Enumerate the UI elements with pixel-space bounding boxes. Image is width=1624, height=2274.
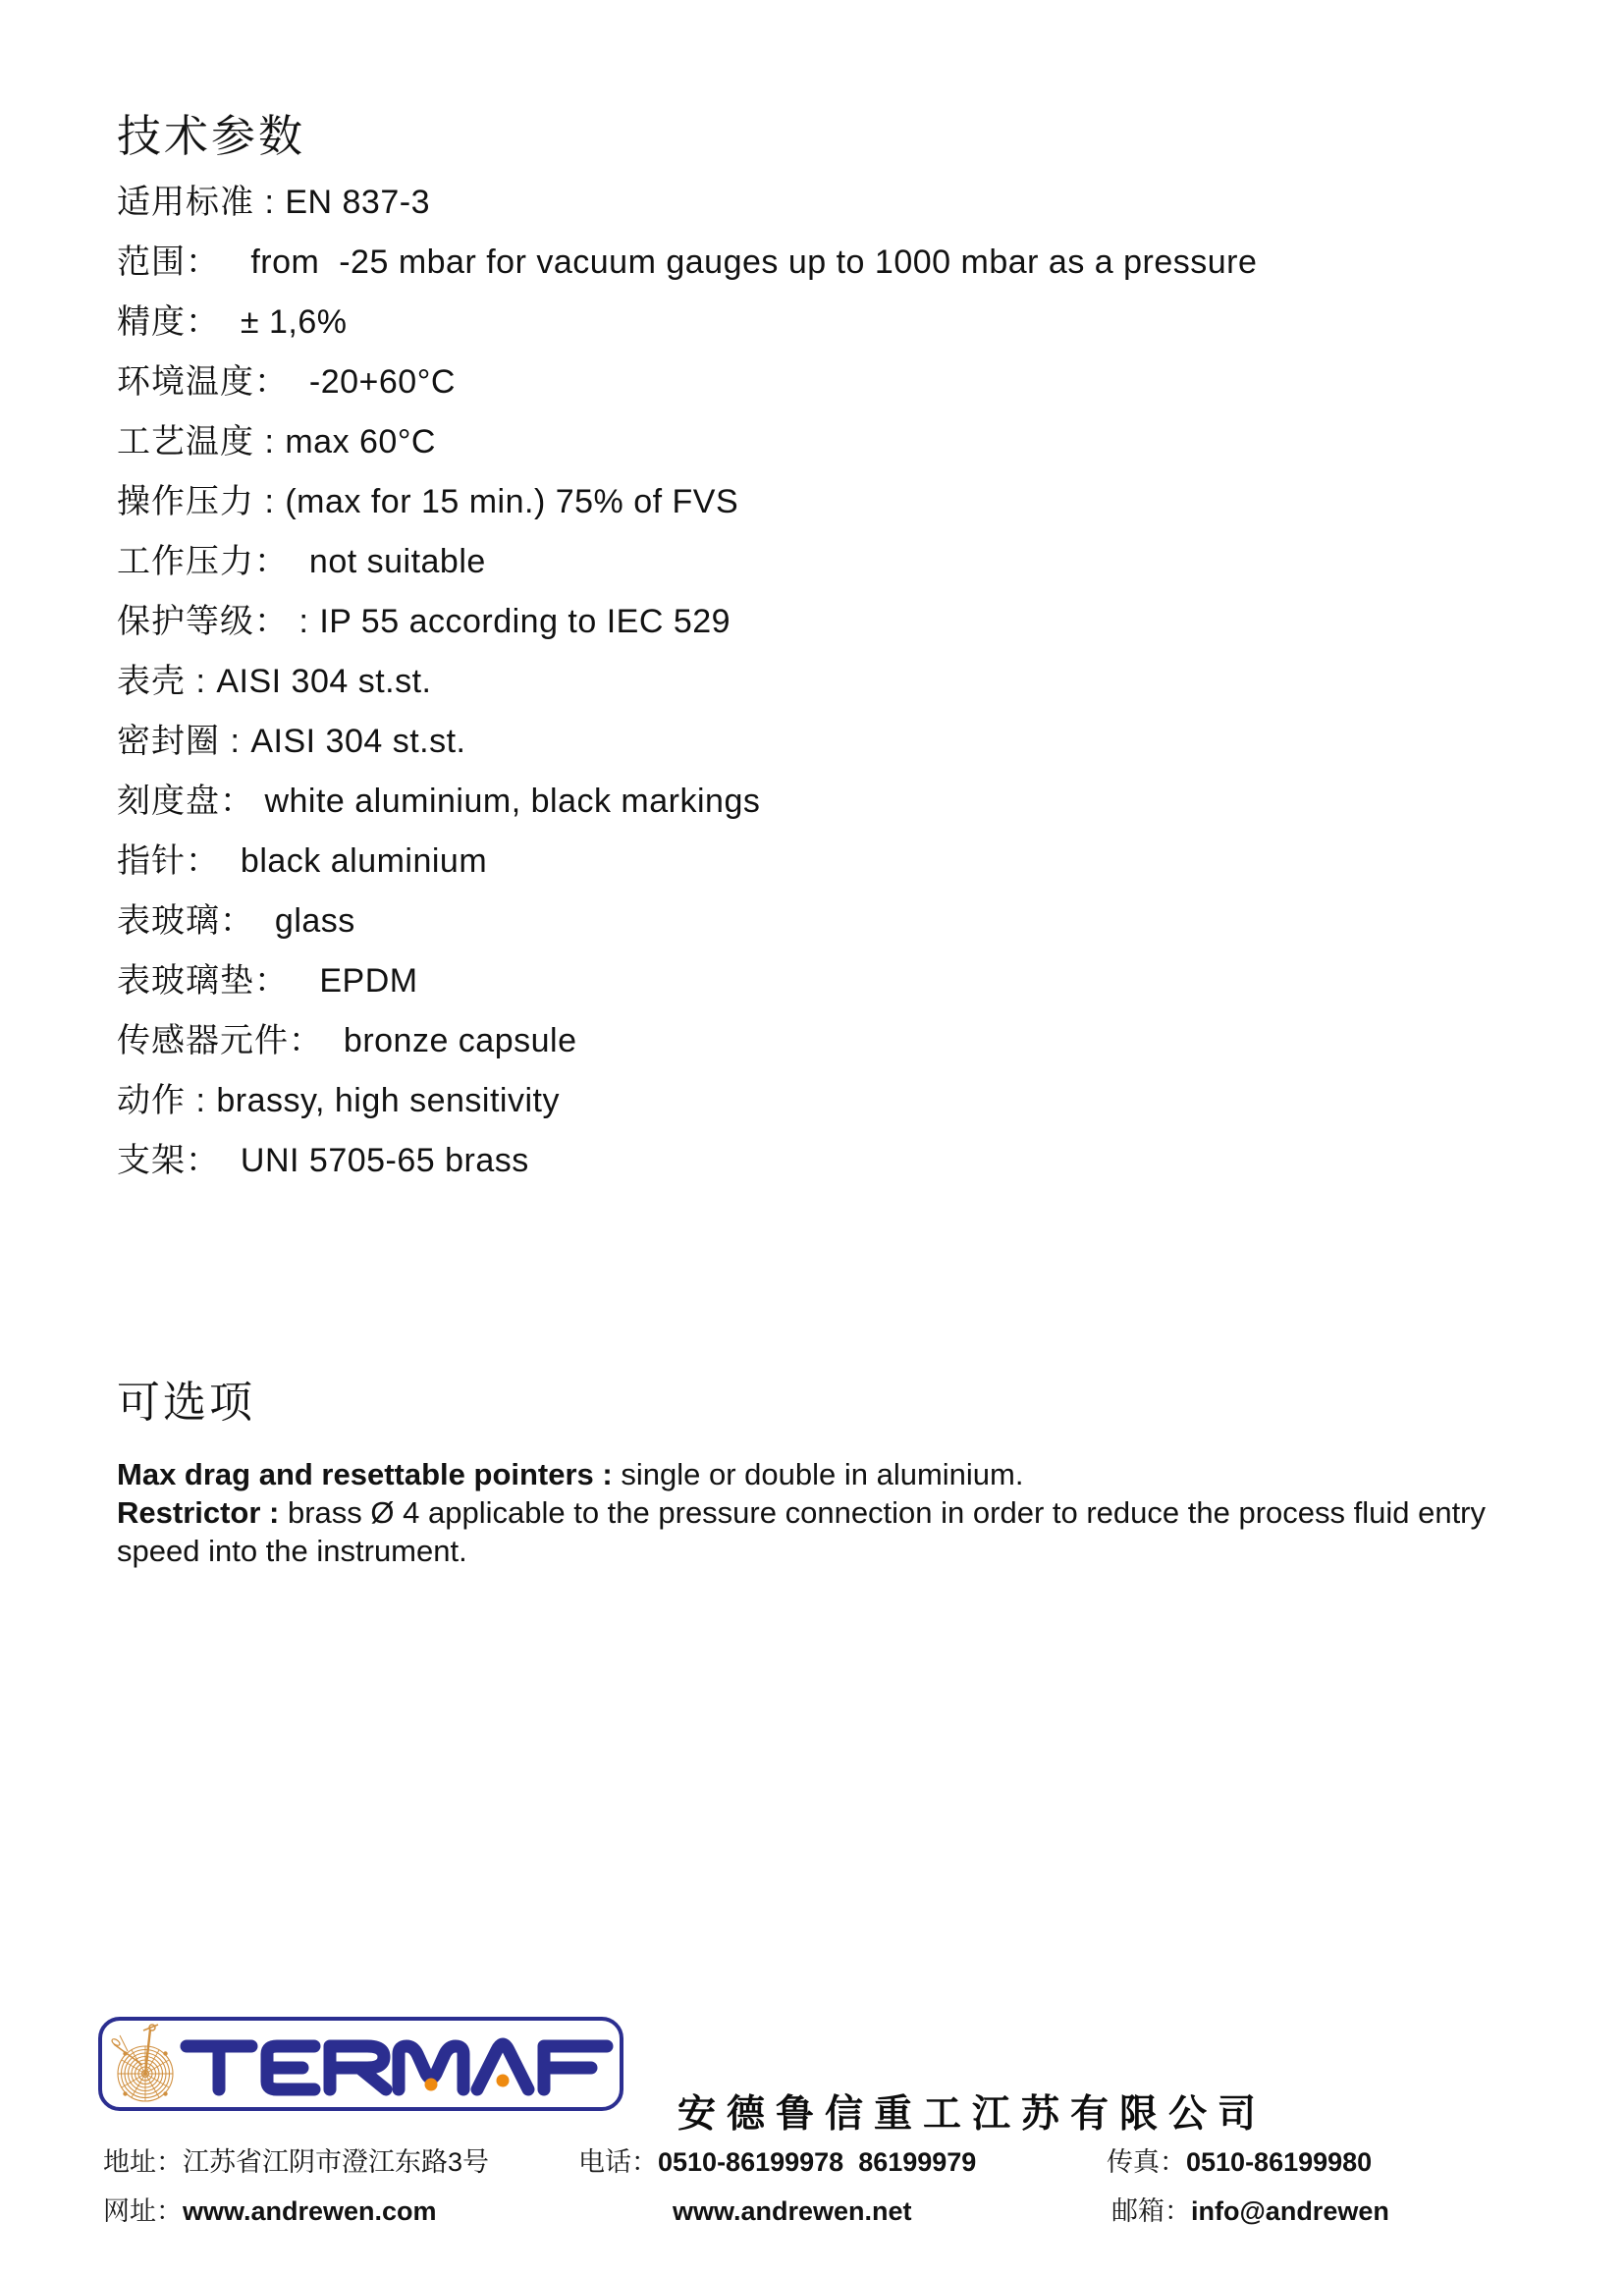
spec-label: 传感器元件： [117,1022,344,1059]
footer-website-alt [673,2195,912,2227]
spec-value: not suitable [308,543,486,580]
footer-website [103,2195,437,2227]
option-item-text: single or double in aluminium. [612,1457,1024,1491]
option-item-label: Max drag and resettable pointers : [117,1457,613,1491]
spec-value: -20+60°C [308,363,456,401]
spec-row [117,532,1570,592]
page-title: 技术参数 [117,111,306,161]
spec-label: 刻度盘： [117,783,265,820]
spec-row [117,233,1570,293]
spec-row [117,951,1570,1011]
options-heading: 可选项 [117,1379,255,1427]
spec-value: brassy, high sensitivity [216,1082,560,1119]
spec-label: 精度： [117,303,241,341]
footer-fax-value: 0510-86199980 [1186,2147,1373,2177]
spec-value: max 60°C [285,423,436,460]
option-item-label: Restrictor : [117,1495,280,1530]
spec-value: bronze capsule [343,1022,577,1059]
spec-label: 动作 : [117,1082,217,1119]
spec-row [117,472,1570,532]
option-item [117,1455,1543,1493]
footer-address [103,2146,489,2178]
spec-label: 工作压力： [117,543,309,580]
footer-email-label: 邮箱： [1111,2196,1191,2226]
footer-email-value: info@andrewen [1191,2196,1389,2226]
spec-value: UNI 5705-65 brass [240,1142,529,1179]
spec-label: 工艺温度 : [117,423,286,460]
spec-value: glass [274,902,355,940]
spec-value: black aluminium [240,842,488,880]
spec-value: AISI 304 st.st. [250,723,466,760]
spec-row [117,293,1570,352]
option-item-text: brass Ø 4 applicable to the pressure connection in order to reduce the process fluid entry speed into the instrument. [117,1495,1487,1568]
footer-website-alt-value: www.andrewen.net [673,2196,912,2226]
spec-value: from -25 mbar for vacuum gauges up to 1000 mbar as a pressure [250,244,1258,281]
options-paragraph [117,1455,1543,1570]
termaf-logo [98,2017,623,2111]
footer-phone-label: 电话： [578,2147,658,2177]
spec-row [117,772,1570,832]
spec-value: (max for 15 min.) 75% of FVS [285,483,739,520]
spec-value: white aluminium, black markings [264,783,761,820]
spec-label: 适用标准 : [117,184,286,221]
spec-label: 密封圈 : [117,723,251,760]
footer-website-value: www.andrewen.com [183,2196,437,2226]
spec-row [117,652,1570,712]
footer-address-label: 地址： [103,2147,183,2177]
spec-row [117,712,1570,772]
footer-fax-label: 传真： [1107,2147,1186,2177]
spec-value: ± 1,6% [240,303,348,341]
footer-website-label: 网址： [103,2196,183,2226]
spec-label: 环境温度： [117,363,309,401]
spec-row [117,352,1570,412]
spec-row [117,832,1570,892]
spec-value: EN 837-3 [285,184,430,221]
termaf-wordmark [187,2044,607,2089]
spec-list [117,173,1570,1191]
footer-phone [578,2146,976,2178]
spec-label: 表玻璃： [117,902,275,940]
spec-row [117,1131,1570,1191]
spec-row [117,1071,1570,1131]
spec-label: 范围： [117,244,251,281]
termaf-logo-graphic [102,2021,620,2107]
footer-phone-value: 0510-86199978 86199979 [658,2147,977,2177]
footer-fax [1107,2146,1372,2178]
spec-label: 指针： [117,842,241,880]
spec-label: 表玻璃垫： [117,962,320,1000]
spec-value: AISI 304 st.st. [216,663,432,700]
option-item [117,1493,1543,1570]
gauge-mechanism-icon [111,2025,173,2101]
spec-row [117,592,1570,652]
spec-row [117,412,1570,472]
spec-value: IP 55 according to IEC 529 [319,603,731,640]
spec-label: 保护等级： : [117,603,320,640]
spec-value: EPDM [319,962,418,1000]
spec-label: 表壳 : [117,663,217,700]
spec-row [117,892,1570,951]
spec-label: 支架： [117,1142,241,1179]
spec-label: 操作压力 : [117,483,286,520]
spec-row [117,1011,1570,1071]
footer-email [1111,2195,1389,2227]
company-name: 安德鲁信重工江苏有限公司 [677,2093,1268,2136]
footer-address-value: 江苏省江阴市澄江东路3号 [183,2147,490,2177]
spec-row [117,173,1570,233]
